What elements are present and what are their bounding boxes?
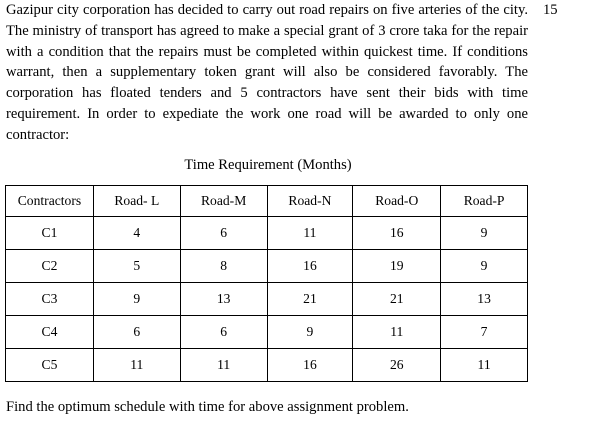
table-cell: 11 <box>180 349 267 382</box>
table-row <box>6 217 528 250</box>
table-cell: 11 <box>93 349 180 382</box>
table-cell: 4 <box>93 217 180 250</box>
table-cell: C3 <box>6 283 94 316</box>
table-cell: 16 <box>267 349 353 382</box>
table-cell: 21 <box>353 283 441 316</box>
table-cell: 16 <box>353 217 441 250</box>
header-contractors: Contractors <box>6 186 94 217</box>
table-caption: Time Requirement (Months) <box>184 157 352 173</box>
table-cell: 9 <box>441 250 528 283</box>
table-cell: 7 <box>441 316 528 349</box>
table-cell: 13 <box>180 283 267 316</box>
table-cell: C1 <box>6 217 94 250</box>
header-road-o: Road-O <box>353 186 441 217</box>
table-header-row <box>6 186 528 217</box>
table-row <box>6 283 528 316</box>
table-cell: C4 <box>6 316 94 349</box>
table-cell: 6 <box>180 217 267 250</box>
header-road-p: Road-P <box>441 186 528 217</box>
time-requirement-table <box>5 185 528 382</box>
table-cell: 6 <box>180 316 267 349</box>
table-cell: 16 <box>267 250 353 283</box>
table-cell: 21 <box>267 283 353 316</box>
header-road-n: Road-N <box>267 186 353 217</box>
table-cell: 11 <box>267 217 353 250</box>
table-cell: 9 <box>93 283 180 316</box>
question-text: Find the optimum schedule with time for above assignment problem. <box>6 399 409 415</box>
header-road-m: Road-M <box>180 186 267 217</box>
table-cell: 5 <box>93 250 180 283</box>
table-cell: 11 <box>353 316 441 349</box>
table-cell: 13 <box>441 283 528 316</box>
table-cell: 9 <box>441 217 528 250</box>
table-cell: 8 <box>180 250 267 283</box>
table-row <box>6 250 528 283</box>
table-cell: 19 <box>353 250 441 283</box>
table-row <box>6 349 528 382</box>
table-cell: 9 <box>267 316 353 349</box>
table-cell: C5 <box>6 349 94 382</box>
table-row <box>6 316 528 349</box>
table-cell: 6 <box>93 316 180 349</box>
table-cell: C2 <box>6 250 94 283</box>
marks-value: 15 <box>543 2 558 18</box>
table-cell: 11 <box>441 349 528 382</box>
table-cell: 26 <box>353 349 441 382</box>
problem-statement: Gazipur city corporation has decided to carry out road repairs on five arteries of the city. The ministry of transport has agreed to make a special grant of 3 crore taka for the repair with a condition that the repairs must be completed within quickest time. If conditions warrant, then a supplementary token grant will also be considered favorably. The corporation has floated tenders and 5 contractors have sent their bids with time requirement. In order to expediate the work one road will be awarded to only one contractor: <box>6 2 528 143</box>
header-road-l: Road- L <box>93 186 180 217</box>
